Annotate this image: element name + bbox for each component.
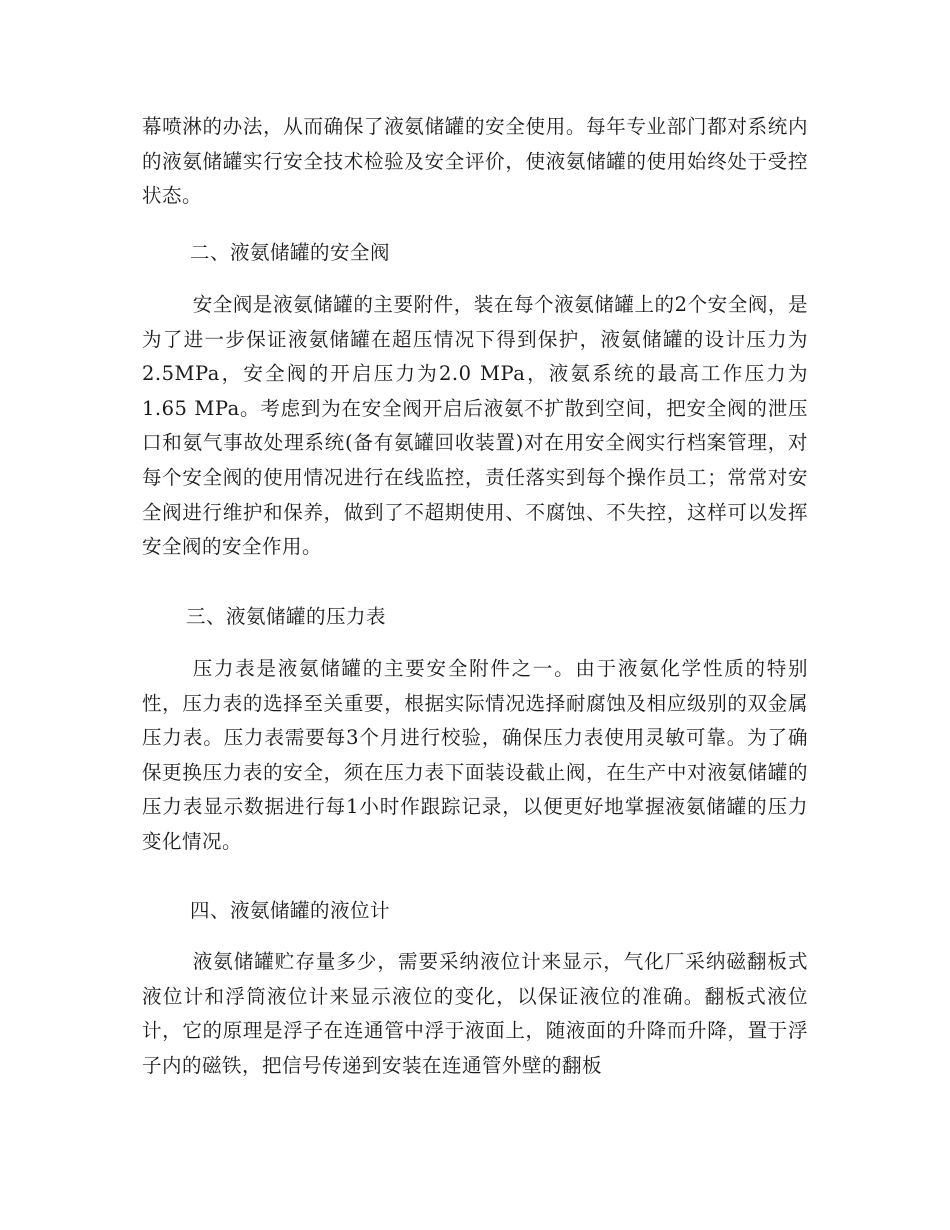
section-heading-level-gauge: 四、液氨储罐的液位计	[190, 899, 391, 922]
paragraph-spray-safety: 幕喷淋的办法，从而确保了液氨储罐的安全使用。每年专业部门都对系统内的液氨储罐实行安全技术检验及安全评价，使液氨储罐的使用始终处于受控状态。	[142, 115, 808, 208]
paragraph-pressure-gauge: 压力表是液氨储罐的主要安全附件之一。由于液氨化学性质的特别性，压力表的选择至关重要，根据实际情况选择耐腐蚀及相应级别的双金属压力表。压力表需要每3个月进行校验，确保压力表使用灵敏可靠。为了确保更换压力表的安全，须在压力表下面装设截止阀，在生产中对液氨储罐的压力表显示数据进行每1小时作跟踪记录，以便更好地掌握液氨储罐的压力变化情况。	[142, 657, 808, 853]
section-heading-safety-valve: 二、液氨储罐的安全阀	[190, 241, 391, 264]
paragraph-level-gauge: 液氨储罐贮存量多少，需要采纳液位计来显示，气化厂采纳磁翻板式液位计和浮筒液位计来显示液位的变化，以保证液位的准确。翻板式液位计，它的原理是浮子在连通管中浮于液面上，随液面的升降而升降，置于浮子内的磁铁，把信号传递到安装在连通管外壁的翻板	[142, 950, 808, 1077]
paragraph-safety-valve: 安全阀是液氨储罐的主要附件，装在每个液氨储罐上的2个安全阀，是为了进一步保证液氨储罐在超压情况下得到保护，液氨储罐的设计压力为2.5MPa，安全阀的开启压力为2.0 MPa，液氨系统的最高工作压力为1.65 MPa。考虑到为在安全阀开启后液氨不扩散到空间，把安全阀的泄压口和氨气事故处理系统(备有氨罐回收装置)对在用安全阀实行档案管理，对每个安全阀的使用情况进行在线监控，责任落实到每个操作员工；常常对安全阀进行维护和保养，做到了不超期使用、不腐蚀、不失控，这样可以发挥安全阀的安全作用。	[142, 293, 808, 559]
section-heading-pressure-gauge: 三、液氨储罐的压力表	[186, 605, 387, 628]
